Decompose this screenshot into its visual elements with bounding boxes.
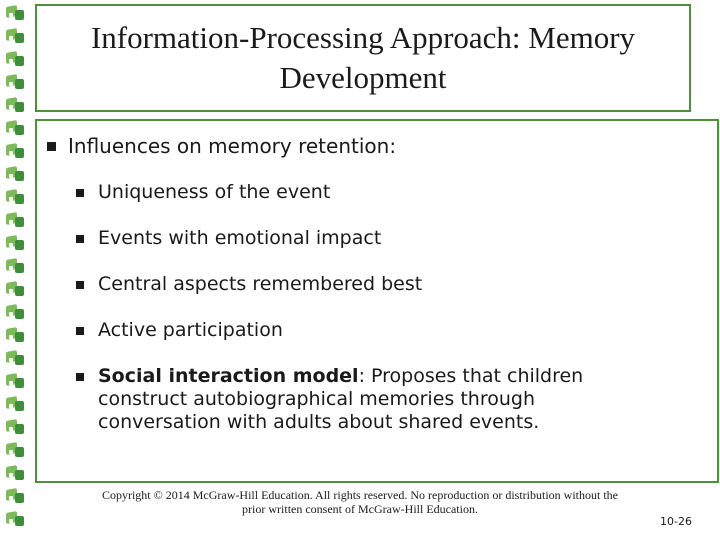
green-logo-icon	[6, 487, 26, 505]
footer-copyright: Copyright © 2014 McGraw-Hill Education. All rights reserved. No reproduction or distribution without the prior written consent of McGraw-Hill Education.	[101, 488, 619, 516]
green-logo-icon	[6, 119, 26, 137]
green-logo-icon	[6, 142, 26, 160]
bullet-square-icon	[47, 142, 56, 151]
sub-bullet	[76, 181, 330, 204]
main-bullet	[47, 135, 396, 158]
sub-bullet	[76, 319, 283, 342]
content-box	[35, 119, 719, 483]
green-logo-icon	[6, 280, 26, 298]
main-bullet-text: Influences on memory retention:	[68, 134, 397, 158]
green-logo-icon	[6, 510, 26, 528]
title-box	[35, 4, 691, 112]
green-logo-icon	[6, 418, 26, 436]
green-logo-icon	[6, 27, 26, 45]
page-number: 10-26	[660, 515, 692, 528]
term-bold: Social interaction model	[98, 365, 359, 387]
sub-bullet-social-interaction	[76, 365, 618, 434]
bullet-square-icon	[76, 235, 84, 243]
green-logo-icon	[6, 211, 26, 229]
decorative-left-strip	[0, 0, 34, 540]
bullet-square-icon	[76, 373, 84, 381]
green-logo-icon	[6, 165, 26, 183]
green-logo-icon	[6, 50, 26, 68]
sub-bullet-text: Events with emotional impact	[98, 227, 382, 249]
sub-bullet	[76, 273, 422, 296]
green-logo-icon	[6, 395, 26, 413]
slide-title: Information-Processing Approach: Memory Development	[90, 20, 636, 95]
green-logo-icon	[6, 303, 26, 321]
sub-bullet	[76, 227, 381, 250]
sub-bullet-text: Active participation	[98, 319, 283, 341]
bullet-square-icon	[76, 281, 84, 289]
green-logo-icon	[6, 4, 26, 22]
sub-bullet-text: Uniqueness of the event	[98, 181, 331, 203]
green-logo-icon	[6, 349, 26, 367]
sub-bullet-text	[98, 365, 618, 434]
sub-bullet-text: Central aspects remembered best	[98, 273, 423, 295]
green-logo-icon	[6, 257, 26, 275]
term-definition: : Proposes that children construct autobiographical memories through conversation with adults about shared events.	[98, 365, 584, 433]
green-logo-icon	[6, 326, 26, 344]
green-logo-icon	[6, 464, 26, 482]
green-logo-icon	[6, 441, 26, 459]
green-logo-icon	[6, 73, 26, 91]
green-logo-icon	[6, 188, 26, 206]
bullet-square-icon	[76, 189, 84, 197]
green-logo-icon	[6, 96, 26, 114]
green-logo-icon	[6, 372, 26, 390]
green-logo-icon	[6, 234, 26, 252]
bullet-square-icon	[76, 327, 84, 335]
